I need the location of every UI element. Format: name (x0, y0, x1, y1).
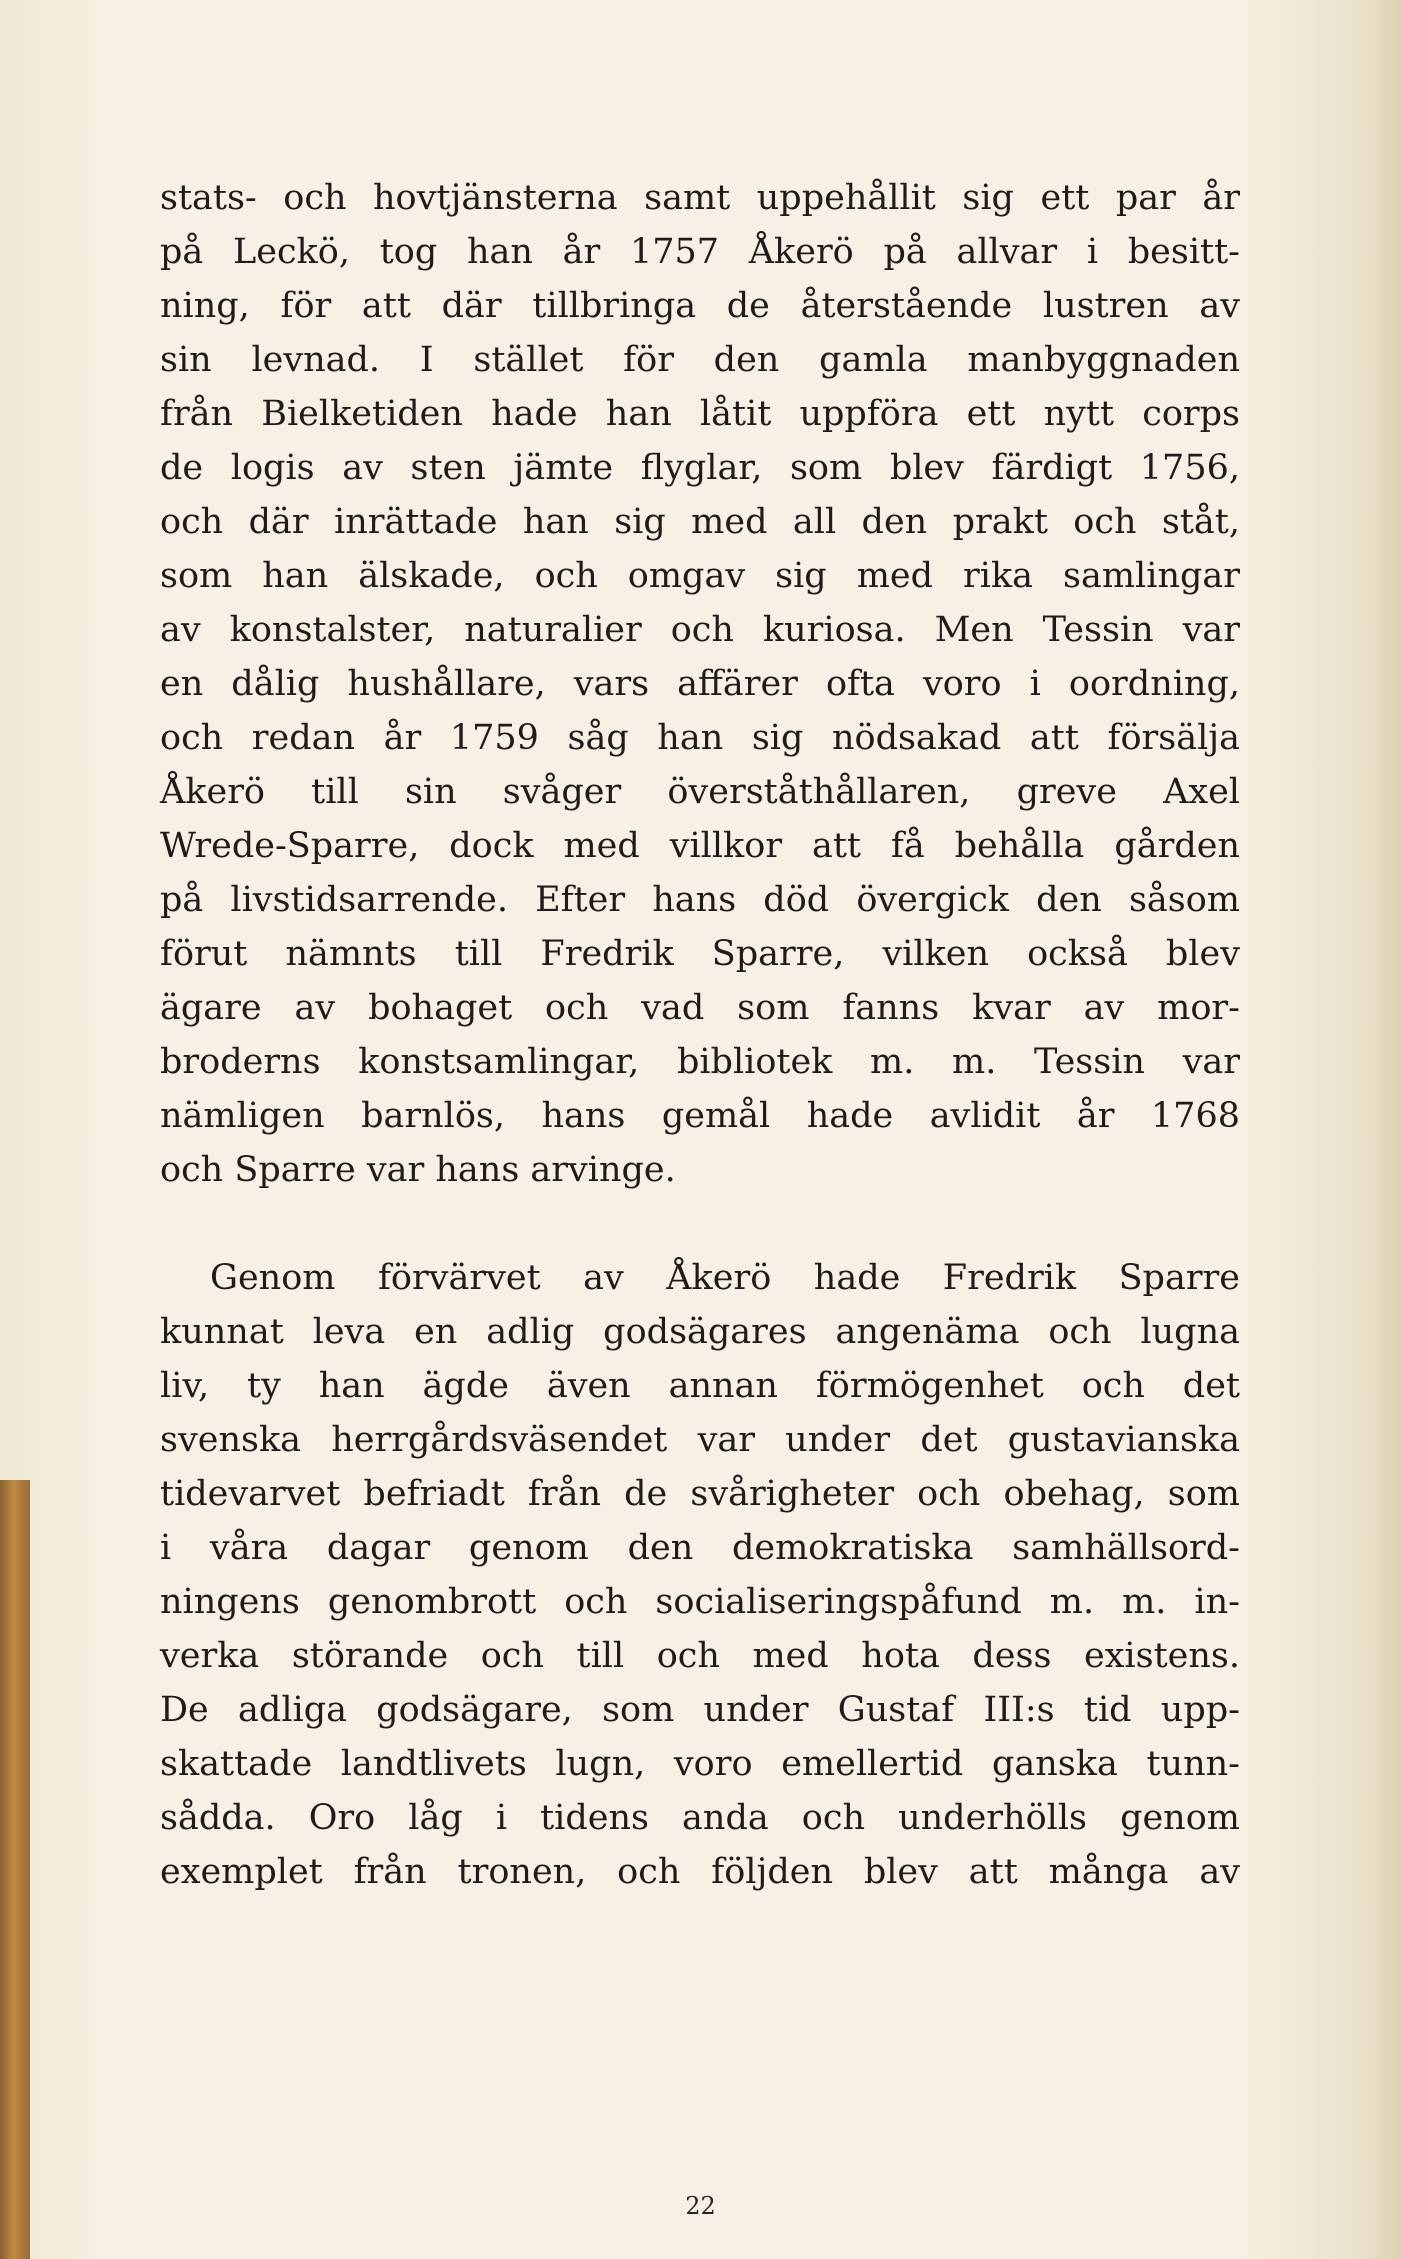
text-line: och Sparre var hans arvinge. (160, 1150, 676, 1190)
text-line: ägare av bohaget och vad som fanns kvar av mor- (160, 988, 1240, 1028)
text-line: på Leckö, tog han år 1757 Åkerö på allvar i besitt- (160, 232, 1240, 272)
text-line: och redan år 1759 såg han sig nödsakad att försälja (160, 718, 1240, 758)
text-line: svenska herrgårdsväsendet var under det gustavianska (160, 1420, 1240, 1460)
text-line: sin levnad. I stället för den gamla manbyggnaden (160, 340, 1240, 380)
text-line: Wrede-Sparre, dock med villkor att få behålla gården (160, 826, 1240, 866)
text-line: som han älskade, och omgav sig med rika samlingar (160, 556, 1240, 596)
page-edge-shadow (1367, 0, 1401, 2259)
text-line: De adliga godsägare, som under Gustaf III:s tid upp- (160, 1690, 1240, 1730)
page-number: 22 (685, 2192, 716, 2220)
text-line: nämligen barnlös, hans gemål hade avlidit år 1768 (160, 1096, 1240, 1136)
text-line: stats- och hovtjänsterna samt uppehållit sig ett par år (160, 178, 1240, 218)
text-line: i våra dagar genom den demokratiska samhällsord- (160, 1528, 1240, 1568)
text-line: ning, för att där tillbringa de återstående lustren av (160, 286, 1240, 326)
text-line: verka störande och till och med hota dess existens. (160, 1636, 1240, 1676)
text-line: sådda. Oro låg i tidens anda och underhölls genom (160, 1798, 1240, 1838)
text-line: av konstalster, naturalier och kuriosa. Men Tessin var (160, 610, 1240, 650)
text-line: de logis av sten jämte flyglar, som blev färdigt 1756, (160, 448, 1240, 488)
text-line: liv, ty han ägde även annan förmögenhet och det (160, 1366, 1240, 1406)
text-line: kunnat leva en adlig godsägares angenäma och lugna (160, 1312, 1240, 1352)
text-line: broderns konstsamlingar, bibliotek m. m. Tessin var (160, 1042, 1240, 1082)
text-line: och där inrättade han sig med all den prakt och ståt, (160, 502, 1240, 542)
text-line: från Bielketiden hade han låtit uppföra ett nytt corps (160, 394, 1240, 434)
binding-edge (0, 1480, 30, 2259)
text-line: tidevarvet befriadt från de svårigheter och obehag, som (160, 1474, 1240, 1514)
text-line: på livstidsarrende. Efter hans död övergick den såsom (160, 880, 1240, 920)
text-line: en dålig hushållare, vars affärer ofta voro i oordning, (160, 664, 1240, 704)
text-line: Åkerö till sin svåger överståthållaren, greve Axel (160, 772, 1240, 812)
text-line: skattade landtlivets lugn, voro emellertid ganska tunn- (160, 1744, 1240, 1784)
text-line: exemplet från tronen, och följden blev att många av (160, 1852, 1240, 1892)
text-line: Genom förvärvet av Åkerö hade Fredrik Sparre (210, 1258, 1240, 1298)
text-line: förut nämnts till Fredrik Sparre, vilken också blev (160, 934, 1240, 974)
text-line: ningens genombrott och socialiseringspåfund m. m. in- (160, 1582, 1240, 1622)
